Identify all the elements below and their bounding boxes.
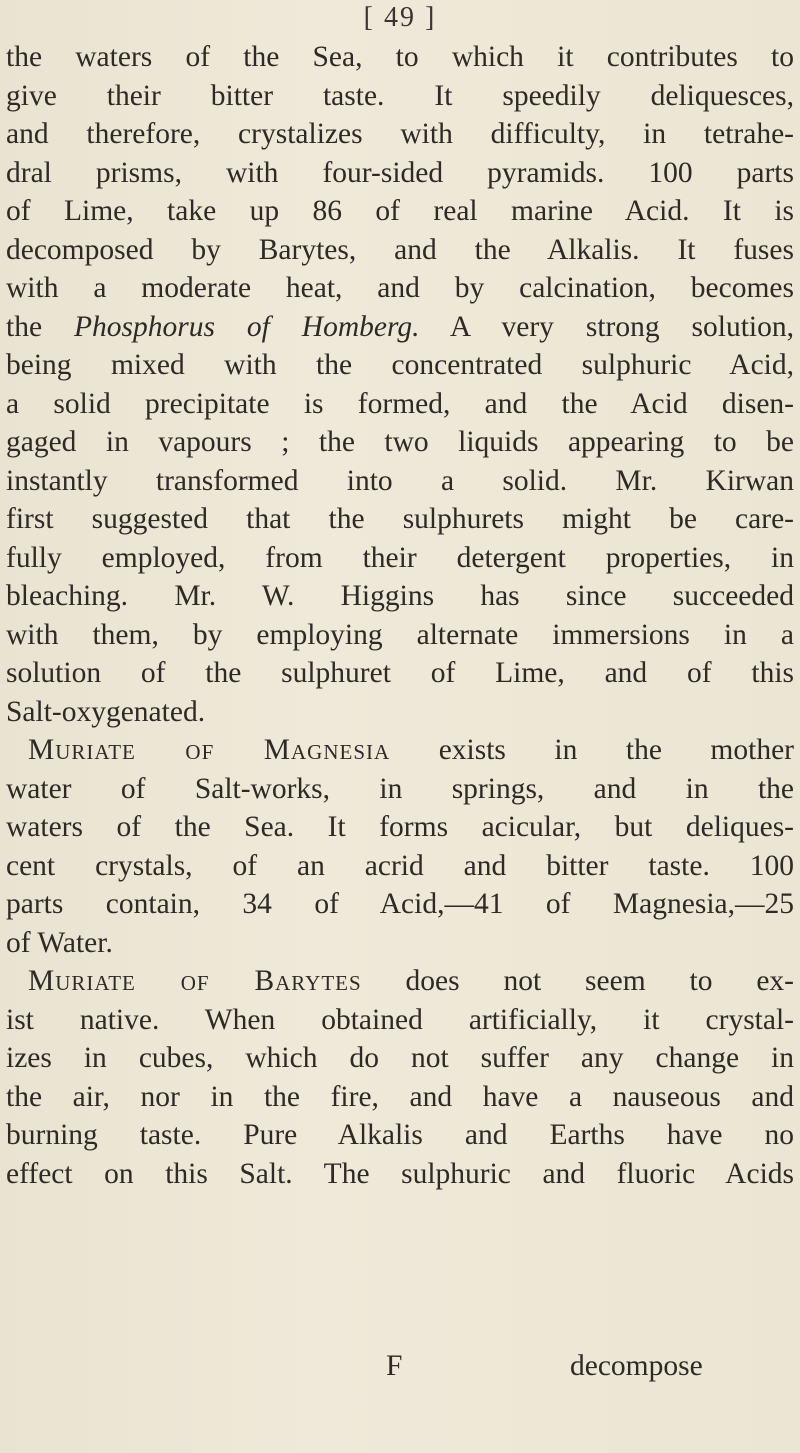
text-line: give their bitter taste. It speedily deliquesces,: [6, 79, 794, 112]
text-line: fully employed, from their detergent properties, in: [6, 541, 794, 574]
text-line: parts contain, 34 of Acid,—41 of Magnesia,—25: [6, 888, 794, 920]
text-line: first suggested that the sulphurets might be care-: [6, 503, 794, 535]
text-line: and therefore, crystalizes with difficulty, in tetrahe-: [6, 118, 794, 150]
body-text: [6, 38, 794, 1193]
text-line: izes in cubes, which do not suffer any change in: [6, 1042, 794, 1074]
text-line: instantly transformed into a solid. Mr. Kirwan: [6, 464, 794, 497]
text-line: a solid precipitate is formed, and the Acid disen-: [6, 387, 794, 420]
text-line: dral prisms, with four-sided pyramids. 100 parts: [6, 156, 794, 189]
text-line: with a moderate heat, and by calcination, becomes: [6, 272, 794, 304]
section-heading: Muriate of Magnesia: [28, 734, 391, 766]
text-line: effect on this Salt. The sulphuric and fluoric Acids: [6, 1157, 794, 1190]
page-footer: [0, 1350, 800, 1386]
text-line: water of Salt-works, in springs, and in the: [6, 772, 794, 805]
text-line: the waters of the Sea, to which it contributes to: [6, 41, 794, 73]
section-heading-line: Muriate of Magnesia exists in the mother: [28, 734, 794, 766]
text-line: ist native. When obtained artificially, it crystal-: [6, 1003, 794, 1036]
text-line: being mixed with the concentrated sulphuric Acid,: [6, 349, 794, 381]
text-line: gaged in vapours ; the two liquids appearing to be: [6, 426, 794, 458]
signature-mark: F: [386, 1350, 403, 1382]
text-line: of Water.: [6, 926, 113, 959]
text-line: the air, nor in the fire, and have a nauseous and: [6, 1080, 794, 1113]
text-line: waters of the Sea. It forms acicular, but deliques-: [6, 811, 794, 843]
text-line: burning taste. Pure Alkalis and Earths have no: [6, 1119, 794, 1151]
text-line: solution of the sulphuret of Lime, and of this: [6, 657, 794, 689]
text-line: Salt-oxygenated.: [6, 695, 206, 728]
section-heading: Muriate of Barytes: [28, 965, 362, 997]
text-line: decomposed by Barytes, and the Alkalis. It fuses: [6, 233, 794, 266]
text-line: with them, by employing alternate immersions in a: [6, 618, 794, 651]
text-line: the Phosphorus of Homberg. A very strong solution,: [6, 310, 794, 343]
italic-term: Phosphorus of Homberg.: [74, 310, 420, 343]
text-line: cent crystals, of an acrid and bitter taste. 100: [6, 849, 794, 882]
text-line: bleaching. Mr. W. Higgins has since succeeded: [6, 580, 794, 612]
catchword: decompose: [570, 1350, 703, 1382]
text-line: of Lime, take up 86 of real marine Acid. It is: [6, 195, 794, 227]
page-number: [ 49 ]: [363, 2, 437, 33]
section-heading-line: Muriate of Barytes does not seem to ex-: [28, 965, 794, 997]
